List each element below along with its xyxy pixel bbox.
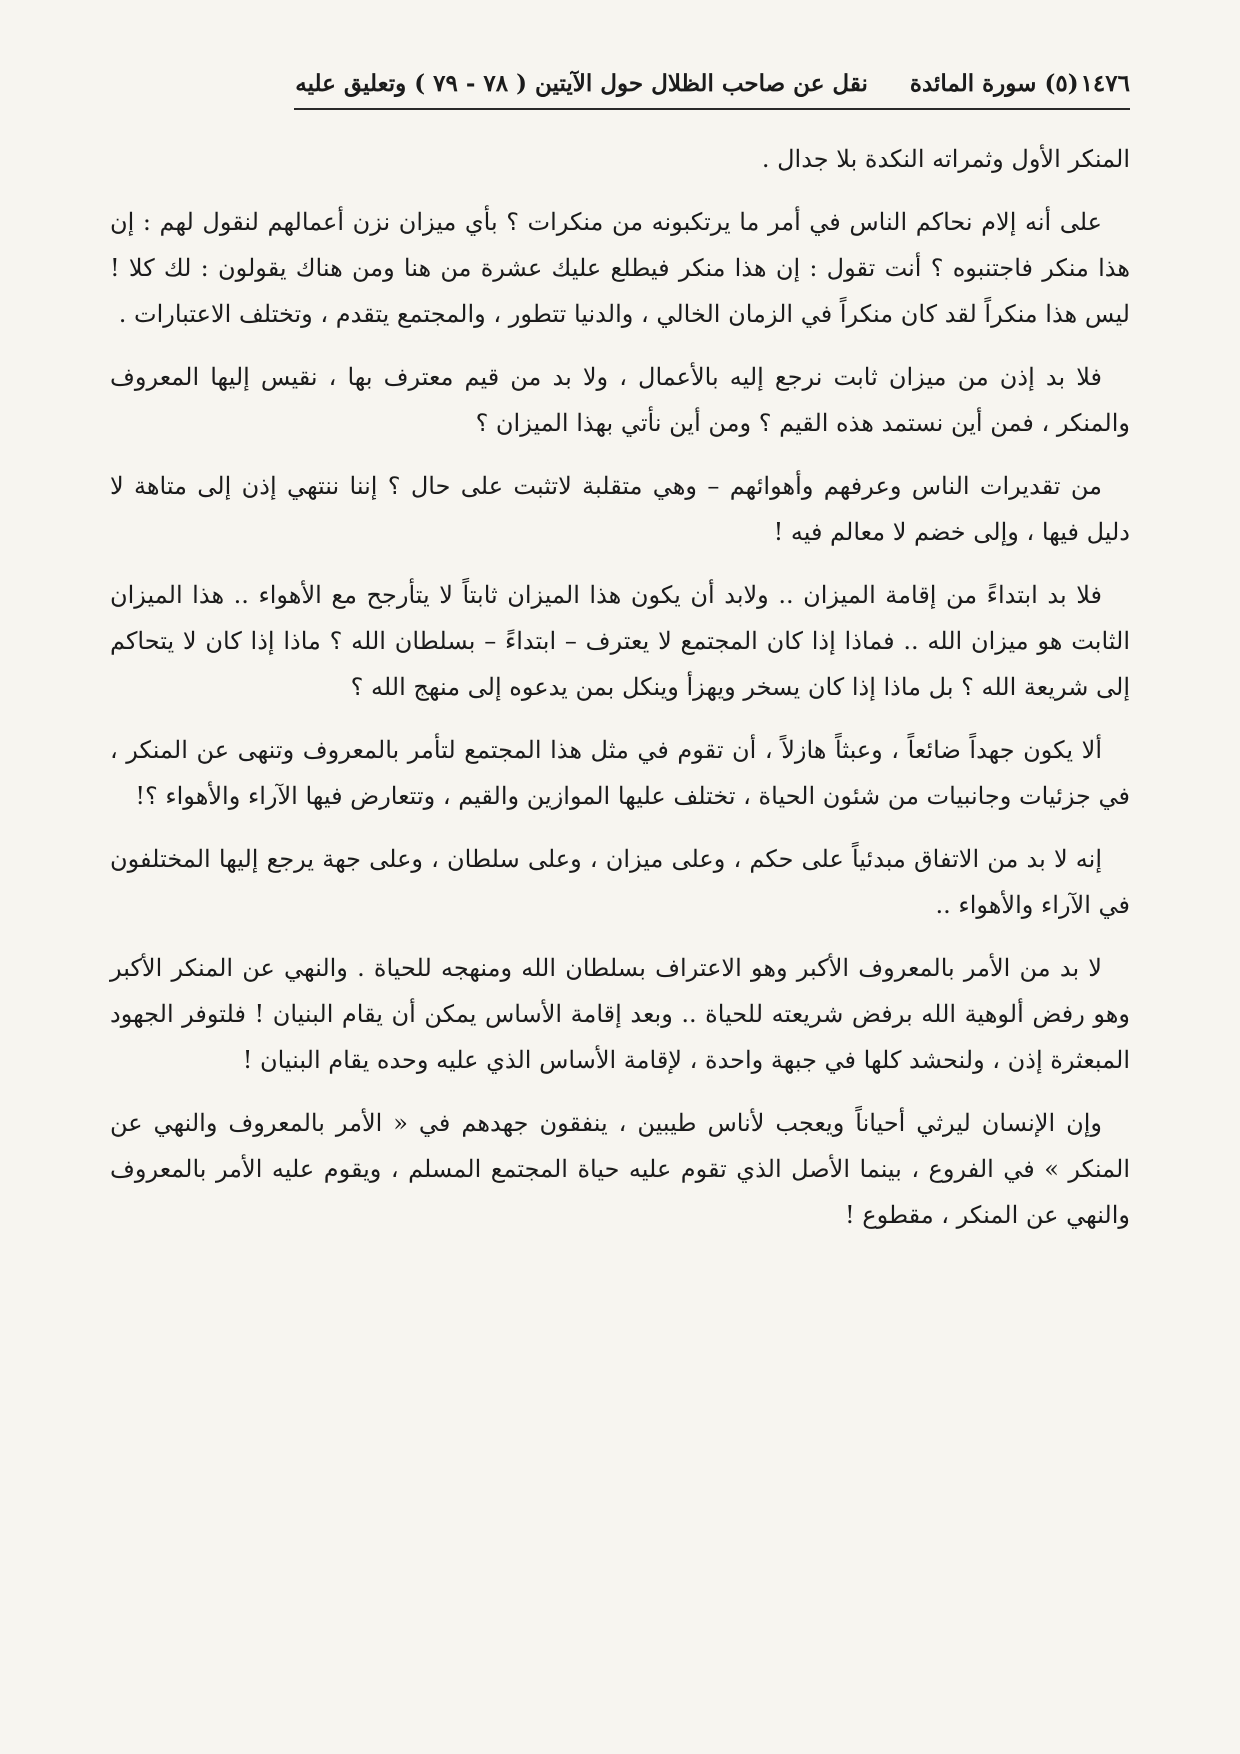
paragraph: وإن الإنسان ليرثي أحياناً ويعجب لأناس طيبين ، ينفقون جهدهم في « الأمر بالمعروف والنهي عن المنكر » في الفروع ، بينما الأصل الذي تقوم عليه حياة المجتمع المسلم ، ويقوم عليه الأمر بالمعروف والنهي عن المنكر ، مقطوع ! <box>110 1108 1130 1229</box>
paragraph: لا بد من الأمر بالمعروف الأكبر وهو الاعتراف بسلطان الله ومنهجه للحياة . والنهي عن المنكر الأكبر وهو رفض ألوهية الله برفض شريعته للحياة .. وبعد إقامة الأساس يمكن أن يقام البنيان ! فلتوفر الجهود المبعثرة إذن ، ولنحشد كلها في جبهة واحدة ، لإقامة الأساس الذي عليه وحده يقام البنيان ! <box>110 953 1130 1074</box>
paragraph: ألا يكون جهداً ضائعاً ، وعبثاً هازلاً ، أن تقوم في مثل هذا المجتمع لتأمر بالمعروف وتنهى عن المنكر ، في جزئيات وجانبيات من شئون الحياة ، تختلف عليها الموازين والقيم ، وتتعارض فيها الآراء والأهواء ؟! <box>110 735 1130 810</box>
surah-name: (٥) سورة المائدة <box>909 70 1079 97</box>
header-title: نقل عن صاحب الظلال حول الآيتين ( ٧٨ - ٧٩ ) وتعليق عليه <box>295 70 868 97</box>
paragraph: إنه لا بد من الاتفاق مبدئياً على حكم ، وعلى ميزان ، وعلى سلطان ، وعلى جهة يرجع إليها المختلفون في الآراء والأهواء .. <box>110 844 1130 919</box>
paragraph: من تقديرات الناس وعرفهم وأهوائهم – وهي متقلبة لاتثبت على حال ؟ إننا ننتهي إذن إلى متاهة لا دليل فيها ، وإلى خضم لا معالم فيه ! <box>110 471 1130 546</box>
paragraph: فلا بد ابتداءً من إقامة الميزان .. ولابد أن يكون هذا الميزان ثابتاً لا يتأرجح مع الأهواء .. هذا الميزان الثابت هو ميزان الله .. فماذا إذا كان المجتمع لا يعترف – ابتداءً – بسلطان الله ؟ ماذا إذا كان لا يتحاكم إلى شريعة الله ؟ بل ماذا إذا كان يسخر ويهزأ وينكل بمن يدعوه إلى منهج الله ؟ <box>110 580 1130 701</box>
page-number: ١٤٧٦ <box>1080 70 1130 97</box>
header-divider <box>294 108 1130 110</box>
body-text <box>110 136 1130 1238</box>
paragraph: فلا بد إذن من ميزان ثابت نرجع إليه بالأعمال ، ولا بد من قيم معترف بها ، نقيس إليها المعروف والمنكر ، فمن أين نستمد هذه القيم ؟ ومن أين نأتي بهذا الميزان ؟ <box>110 362 1130 437</box>
paragraph: على أنه إلام نحاكم الناس في أمر ما يرتكبونه من منكرات ؟ بأي ميزان نزن أعمالهم لنقول لهم : إن هذا منكر فاجتنبوه ؟ أنت تقول : إن هذا منكر فيطلع عليك عشرة من هنا ومن هناك يقولون : لك كلا ! ليس هذا منكراً لقد كان منكراً في الزمان الخالي ، والدنيا تتطور ، والمجتمع يتقدم ، وتختلف الاعتبارات . <box>110 207 1130 328</box>
running-header <box>110 70 1130 98</box>
paragraph: المنكر الأول وثمراته النكدة بلا جدال . <box>761 144 1130 173</box>
